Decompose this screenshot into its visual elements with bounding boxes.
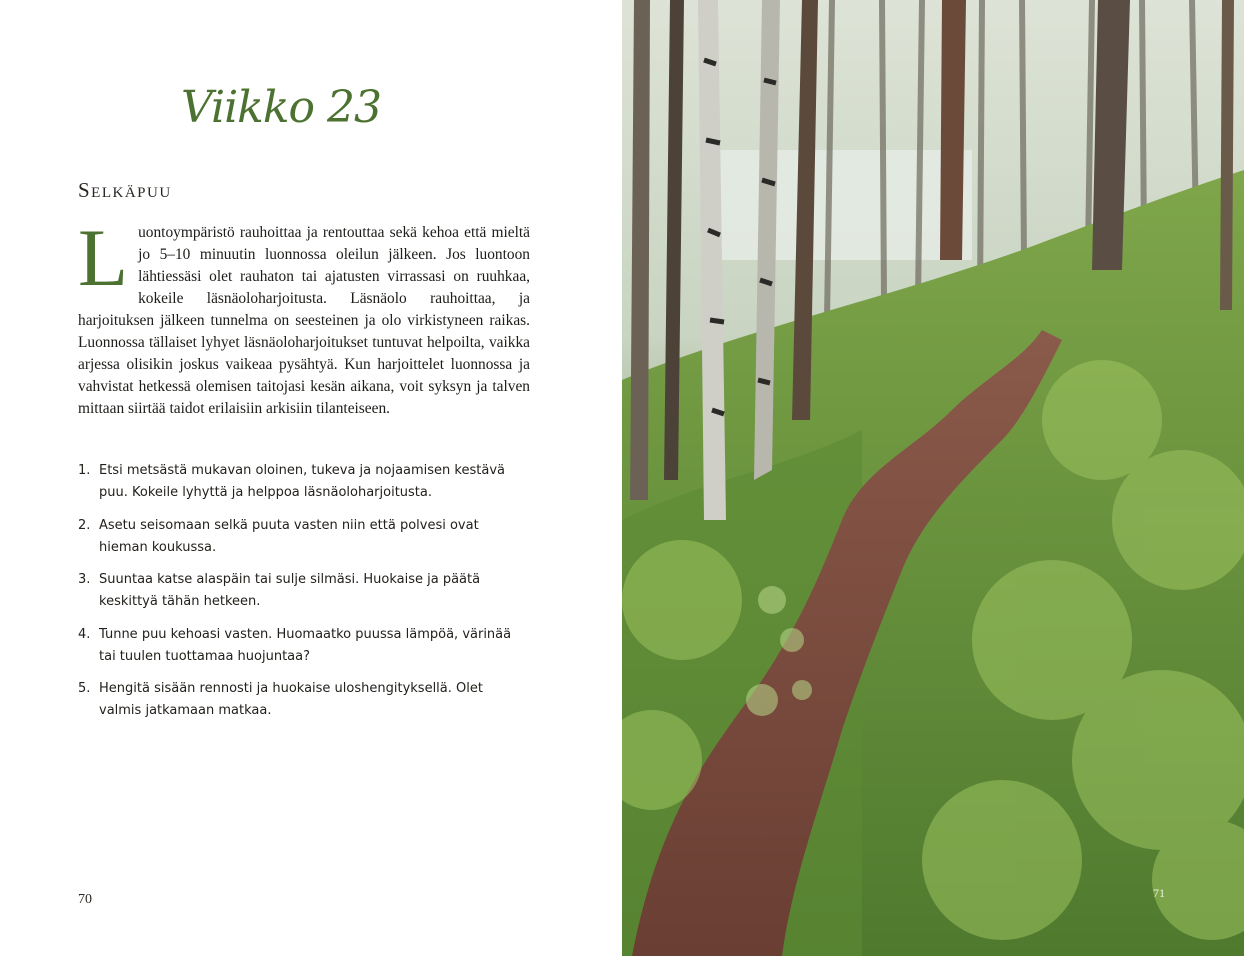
step-number: 2. — [78, 517, 91, 533]
step-text: Asetu seisomaan selkä puuta vasten niin että polvesi ovat hieman koukussa. — [99, 517, 479, 555]
drop-cap: L — [78, 212, 129, 303]
step-text: Tunne puu kehoasi vasten. Huomaatko puussa lämpöä, värinää tai tuulen tuottamaa huojuntaa? — [99, 626, 512, 664]
step-number: 3. — [78, 572, 91, 587]
intro-text: uontoympäristö rauhoittaa ja rentouttaa sekä kehoa että mieltä jo 5–10 minuutin luonnossa oleilun jälkeen. Jos luontoon lähtiessäsi olet rauhaton tai ajatusten virrassasi on ruuhkaa, kokeile läsnäoloharjoitusta. Läsnäolo rauhoittaa, ja harjoituksen jälkeen tunnelma on seesteinen ja olo virkistyneen raikas. Luonnossa tällaiset lyhyet läsnäoloharjoitukset tuntuvat helpoilta, vaikka arjessa olisikin joskus vaikeaa pysähtyä. Kun harjoittelet luonnossa ja vahvistat hetkessä olemisen taitojasi kesän aikana, voit syksyn ja talven mittaan siirtää taidot erilaisiin arkisiin tilanteiseen. — [78, 224, 530, 417]
step-item — [78, 678, 528, 722]
step-text: Suuntaa katse alaspäin tai sulje silmäsi. Huokaise ja päätä keskittyä tähän hetkeen. — [99, 572, 481, 609]
page-number-left: 70 — [78, 892, 92, 907]
forest-photo-illustration — [622, 0, 1244, 956]
step-number: 5. — [78, 681, 91, 696]
steps-list — [78, 460, 528, 733]
step-item — [78, 569, 528, 613]
step-item — [78, 624, 528, 668]
step-number: 1. — [78, 463, 91, 478]
page-number-right: 71 — [1153, 886, 1165, 900]
week-title: Viikko 23 — [181, 82, 381, 133]
section-title: Selkäpuu — [78, 178, 172, 202]
step-item — [78, 515, 528, 559]
step-text: Etsi metsästä mukavan oloinen, tukeva ja nojaamisen kestävä puu. Kokeile lyhyttä ja helppoa läsnäoloharjoitusta. — [99, 463, 505, 500]
step-text: Hengitä sisään rennosti ja huokaise uloshengityksellä. Olet valmis jatkamaan matkaa. — [99, 681, 483, 718]
forest-path-photo — [622, 0, 1244, 956]
intro-paragraph — [78, 212, 530, 420]
step-number: 4. — [78, 626, 91, 642]
step-item — [78, 460, 528, 504]
